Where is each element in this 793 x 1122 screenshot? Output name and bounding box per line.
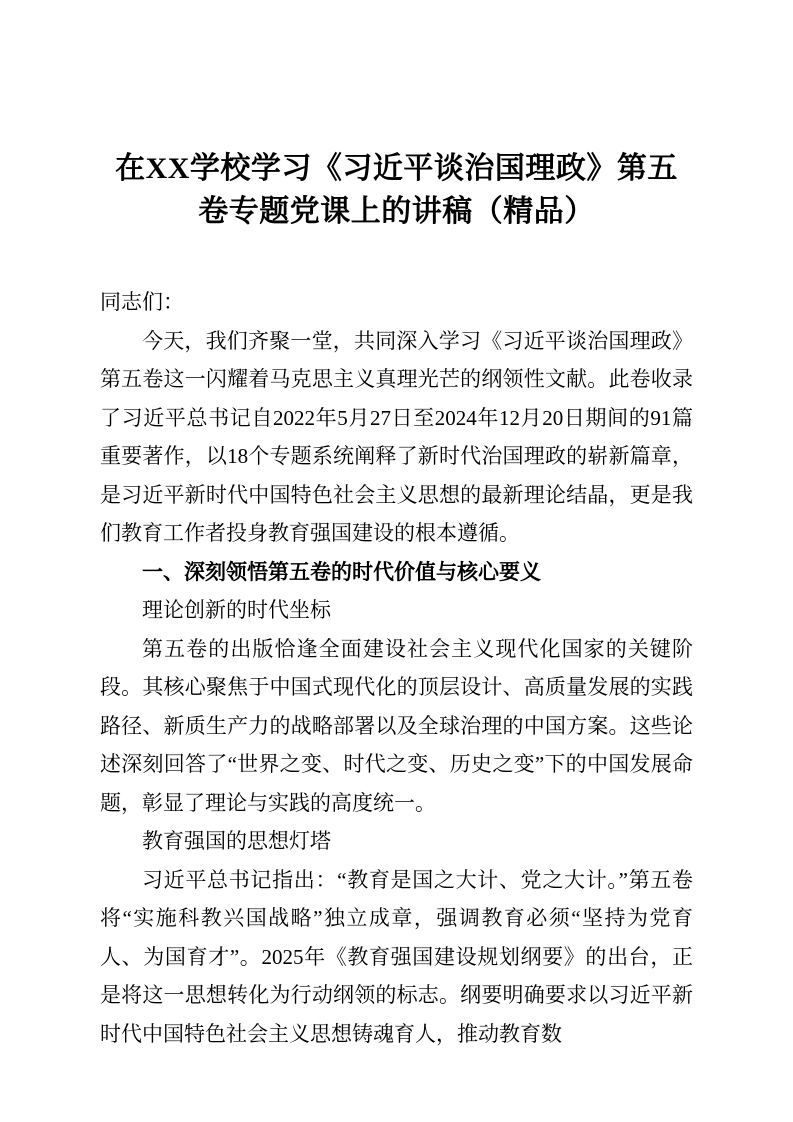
document-body [100,283,693,1053]
section-heading-1: 一、深刻领悟第五卷的时代价值与核心要义 [142,559,541,584]
paragraph-intro: 今天，我们齐聚一堂，共同深入学习《习近平谈治国理政》第五卷这一闪耀着马克思主义真理光芒的纲领性文献。此卷收录了习近平总书记自2022年5月27日至2024年12月20日期间的91篇重要著作，以18个专题系统阐释了新时代治国理政的崭新篇章，是习近平新时代中国特色社会主义思想的最新理论结晶，更是我们教育工作者投身教育强国建设的根本遵循。 [100,328,693,546]
document-title [100,148,693,233]
paragraph-education: 习近平总书记指出：“教育是国之大计、党之大计。”第五卷将“实施科教兴国战略”独立成章，强调教育必须“坚持为党育人、为国育才”。2025年《教育强国建设规划纲要》的出台，正是将这一思想转化为行动纲领的标志。纲要明确要求以习近平新时代中国特色社会主义思想铸魂育人，推动教育数 [100,867,693,1046]
document-title-line-1: 在XX学校学习《习近平谈治国理政》第五 [115,152,678,185]
subsection-heading-education: 教育强国的思想灯塔 [142,829,331,854]
document-title-line-2: 卷专题党课上的讲稿（精品） [198,194,595,228]
subsection-heading-theory: 理论创新的时代坐标 [142,598,331,623]
paragraph-theory: 第五卷的出版恰逢全面建设社会主义现代化国家的关键阶段。其核心聚焦于中国式现代化的顶层设计、高质量发展的实践路径、新质生产力的战略部署以及全球治理的中国方案。这些论述深刻回答了“世界之变、时代之变、历史之变”下的中国发展命题，彰显了理论与实践的高度统一。 [100,636,693,815]
paragraph-salutation: 同志们： [100,290,184,315]
